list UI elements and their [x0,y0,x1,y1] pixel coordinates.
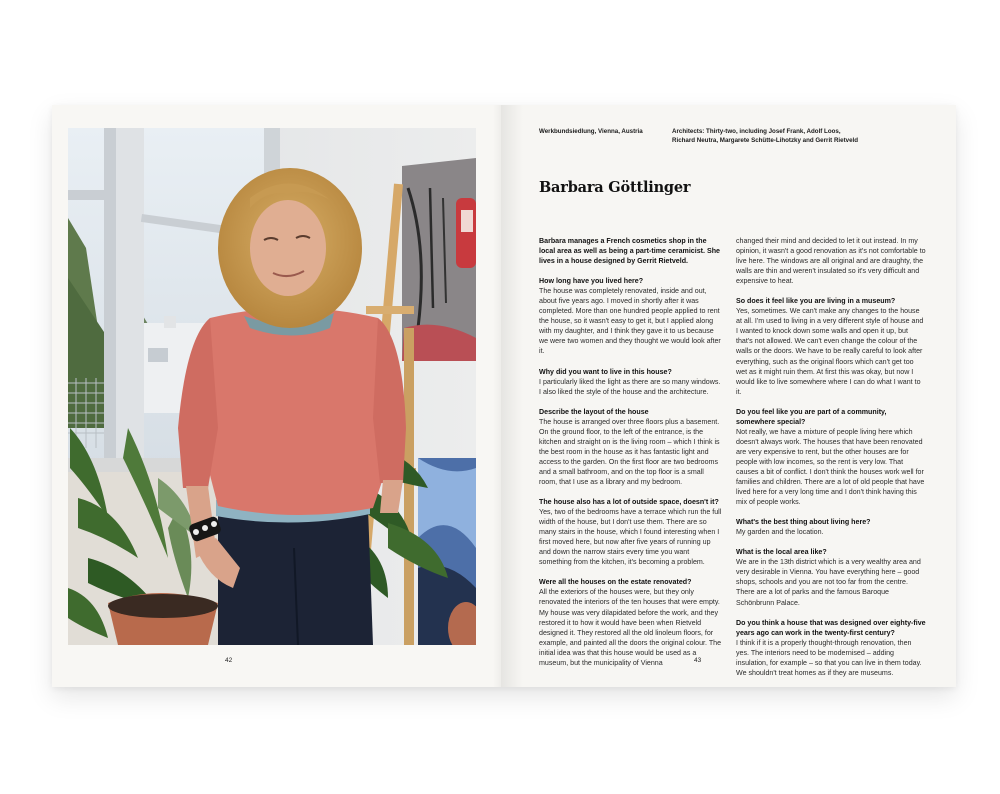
answer: We are in the 13th district which is a very wealthy area and very desirable in Vienna. You have everything here – good shops, schools and you are not too far from the centre. There are a lot of parks and the famous Baroque Schönbrunn Palace. [736,558,921,607]
qa-item [539,577,723,667]
answer: Not really, we have a mixture of people living here which doesn't always work. The houses that have been renovated are very expensive to rent, but the other houses are for people with low incomes, so the rent is very low. That causes a bit of conflict. I don't think the houses work well for families and children. There are a lot of old people that have lived here for a very long time and I don't think having this mix of people works. [736,427,925,507]
right-page [501,105,956,687]
qa-item [736,618,926,678]
answer: The house was completely renovated, inside and out, about five years ago. I moved in shortly after it was completed. More than one hundred people applied to rent the house, so it wasn't easy to get it, but I applied along with my daughter, and I think they gave it to us because we were two women and they thought we would look after it. [539,287,721,356]
running-header-location: Werkbundsiedlung, Vienna, Austria [539,128,643,135]
left-page [52,105,501,687]
answer: The house is arranged over three floors plus a basement. On the ground floor, to the left of the entrance, is the kitchen and straight on is the living room – which I think is the best room in the house as it has fantastic light and access to the garden. On the first floor are two bedrooms and a small bathroom, and on the top floor is a small room, that I use as a library and my bedroom. [539,417,720,486]
question: Were all the houses on the estate renovated? [539,578,692,587]
question: How long have you lived here? [539,277,644,286]
question: Do you feel like you are part of a community, somewhere special? [736,407,887,426]
qa-item [539,407,723,487]
answer: I particularly liked the light as there are so many windows. I also liked the style of the house and the architecture. [539,377,721,396]
portrait-illustration [68,128,476,645]
question: So does it feel like you are living in a museum? [736,297,896,306]
answer: All the exteriors of the houses were, but they only renovated the interiors of the ten houses that were empty. My house was very dilapidated before the work, and they restored it to how it would have been when Rietveld designed it. They restored all the old linoleum floors, for example, and painted all the doors the original colour. The initial idea was that this house would be used as a museum, but the municipality of Vienna [539,588,722,667]
answer: My garden and the location. [736,528,824,537]
qa-item [736,296,926,396]
qa-item [539,367,723,397]
question: What is the local area like? [736,548,827,557]
magazine-spread [52,105,956,687]
qa-item [736,517,926,537]
portrait-photo [68,128,476,645]
page-number-right: 43 [694,657,702,664]
page-number-left: 42 [225,657,233,664]
question: Describe the layout of the house [539,407,649,416]
running-header-architects [672,128,892,145]
answer: Yes, two of the bedrooms have a terrace which run the full width of the house, but I don't use them. There are so many stairs in the house, which I found interesting when I first moved here, but now after five years of running up and down the narrow stairs every time you want something from the kitchen, it's becoming a problem. [539,508,722,567]
text-column-2 [736,236,926,688]
intro-paragraph: Barbara manages a French cosmetics shop in the local area as well as being a part-time ceramicist. She lives in a house designed by Gerrit Rietveld. [539,237,720,266]
continued-answer: changed their mind and decided to let it out instead. In my opinion, it wasn't a good renovation as it's not comfortable to live here. The windows are all original and are draughty, the walls are thin and weren't insulated so it's very difficult and expensive to heat. [736,237,926,286]
question: What's the best thing about living here? [736,518,871,527]
architects-line-1: Architects: Thirty-two, including Josef Frank, Adolf Loos, [672,128,841,135]
architects-line-2: Richard Neutra, Margarete Schütte-Lihotzky and Gerrit Rietveld [672,136,859,144]
question: The house also has a lot of outside space, doesn't it? [539,498,719,507]
qa-item [539,276,723,356]
qa-item [736,547,926,607]
answer: I think if it is a properly thought-through renovation, then yes. The interiors need to be modernised – adding insulation, for example – so that you can live in them today. We shouldn't treat homes as if they are museums. [736,638,922,677]
article-title: Barbara Göttlinger [539,179,691,196]
question: Why did you want to live in this house? [539,367,672,376]
qa-item [539,497,723,567]
answer: Yes, sometimes. We can't make any changes to the house at all. I'm used to living in a very different style of house and I wanted to knock down some walls and open it up, but that's not allowed. We can't even change the colour of the walls or the doors. We have to be really careful to look after everything, such as the original floors which can't get too wet as it might ruin them. At first this was okay, but now I would like to live somewhere where I can do what I want to it. [736,307,924,396]
question: Do you think a house that was designed over eighty-five years ago can work in the twenty-first century? [736,618,926,637]
qa-item [736,407,926,507]
text-column-1 [539,236,723,678]
